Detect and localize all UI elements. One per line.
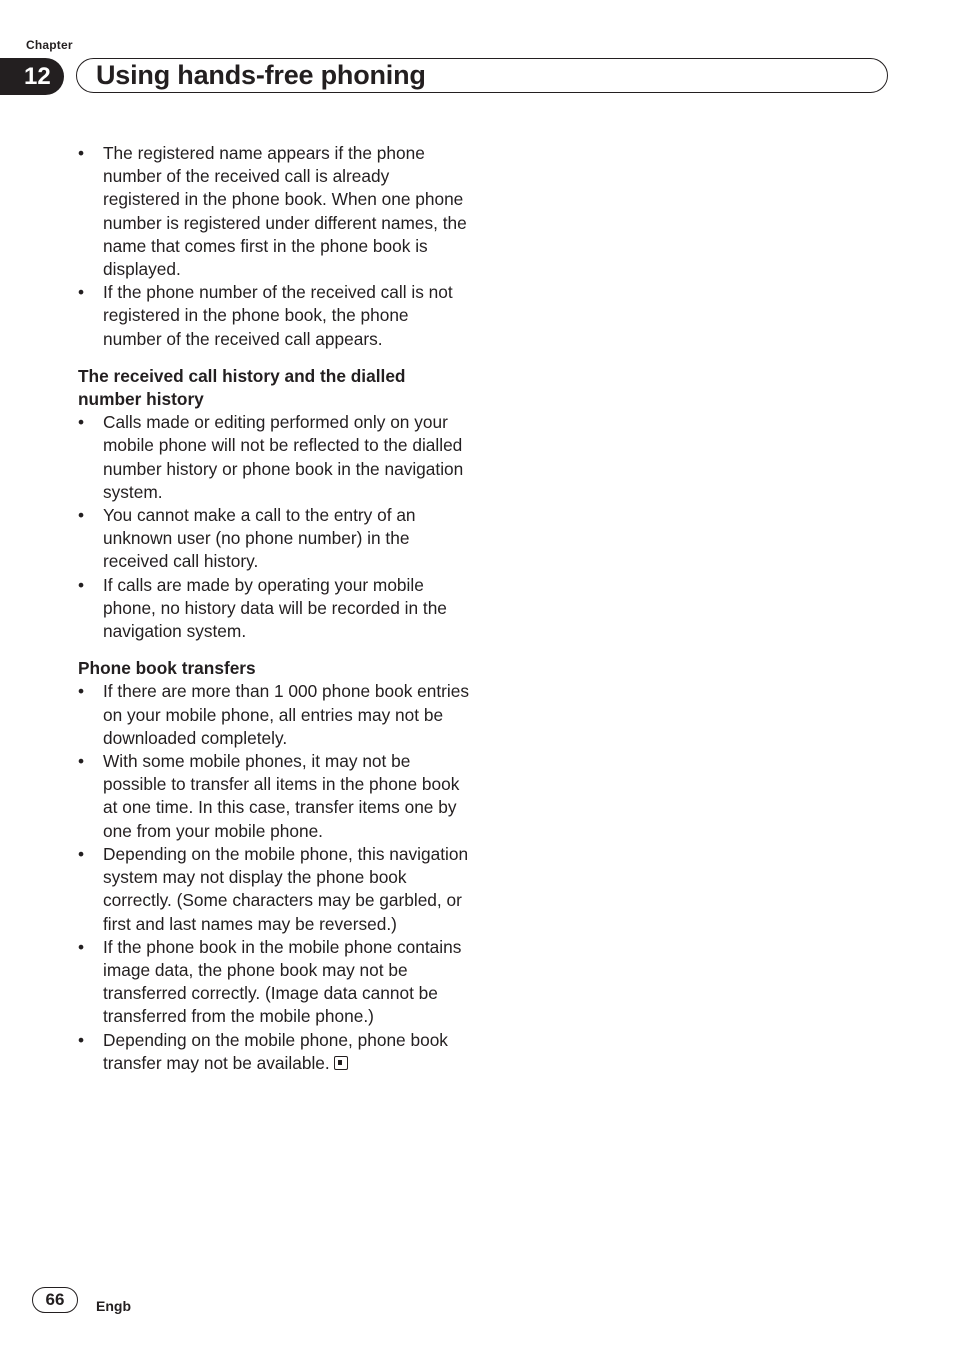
list-item [78,1029,470,1075]
list-item [78,843,470,936]
end-of-section-icon [334,1056,348,1070]
list-item [78,142,470,281]
list-item-text: If the phone book in the mobile phone contains image data, the phone book may not be transferred correctly. (Image data cannot be transferred from the mobile phone.) [103,936,462,1027]
chapter-label: Chapter [26,38,73,52]
list-item-text: You cannot make a call to the entry of an unknown user (no phone number) in the received call history. [103,505,416,572]
list-item [78,281,470,351]
list-item [78,680,470,750]
bullet-icon: • [78,936,85,957]
call-history-bullet-list [78,411,470,643]
bullet-icon: • [78,143,85,163]
section-heading-phone-book-transfers: Phone book transfers [78,658,256,679]
bullet-icon: • [78,681,85,702]
language-code: Engb [96,1298,131,1314]
bullet-icon: • [78,505,85,526]
list-item-text: If calls are made by operating your mobile phone, no history data will be recorded in the navigation system. [103,574,447,642]
bullet-icon: • [78,843,85,864]
list-item-text: The registered name appears if the phone number of the received call is already registered in the phone book. When one phone number is registered under different names, the name that comes first in the phone book is displayed. [103,143,467,280]
bullet-icon: • [78,412,85,433]
intro-bullet-list [78,142,470,351]
list-item [78,411,470,504]
list-item-text: Calls made or editing performed only on your mobile phone will not be reflected to the dialled number history or phone book in the navigation system. [103,412,464,502]
page-title: Using hands-free phoning [96,60,426,90]
bullet-icon: • [78,1029,85,1050]
bullet-icon: • [78,282,85,303]
list-item-text: With some mobile phones, it may not be possible to transfer all items in the phone book at one time. In this case, transfer items one by one from your mobile phone. [103,751,460,841]
bullet-icon: • [78,574,85,595]
section-heading-call-history: The received call history and the dialled number history [78,365,406,410]
chapter-number-badge: 12 [0,58,64,95]
phone-book-bullet-list [78,680,470,1074]
list-item [78,504,470,574]
list-item [78,574,470,644]
list-item [78,936,470,1029]
main-content [78,142,470,1075]
list-item-text: Depending on the mobile phone, this navigation system may not display the phone book correctly. (Some characters may be garbled, or first and last names may be reversed.) [103,843,469,934]
bullet-icon: • [78,751,85,772]
list-item-text: If the phone number of the received call is not registered in the phone book, the phone number of the received call appears. [103,282,453,349]
list-item-text: Depending on the mobile phone, phone book transfer may not be available. [103,1029,448,1073]
list-item-text: If there are more than 1 000 phone book entries on your mobile phone, all entries may not be downloaded completely. [103,681,470,748]
page-number: 66 [32,1287,78,1313]
list-item [78,750,470,843]
